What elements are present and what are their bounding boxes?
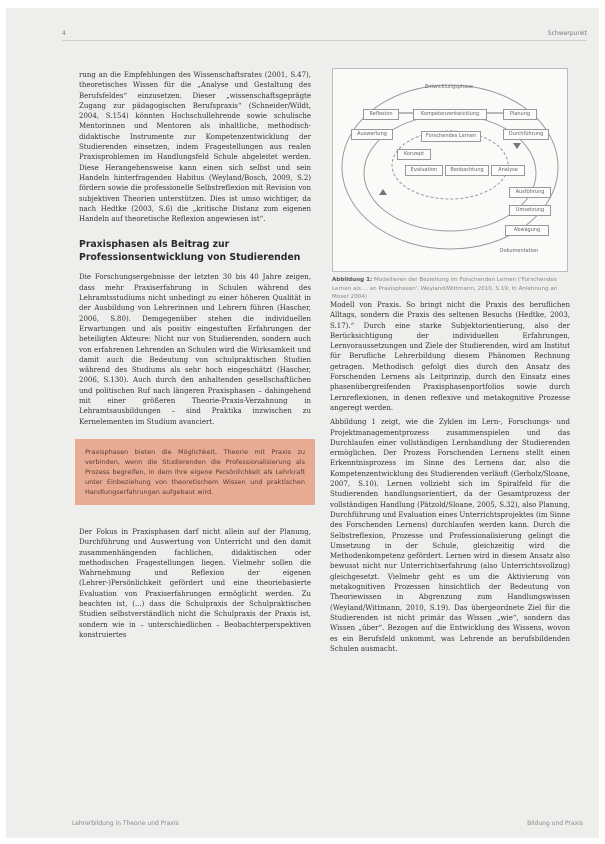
figure-label-bottom: Dokumentation [499,248,539,254]
header-rule [62,40,587,41]
right-paragraph-1: Modell von Praxis. So bringt nicht die Praxis des beruflichen Alltags, sondern die Praxis des seltenen Besuchs (Hedtke, 2003, S.17).“ Durch eine starke Subjektorientierung, also der Berücksichtigung der individuellen Erfahrungen, Lernvoraussetzungen und Ziele der Studierenden, wird am Institut für Berufliche Lehrerbildung diesem Phänomen Rechnung getragen. Methodisch gefolgt dies durch den Ansatz des Forschenden Lernens als Leitprinzip, durch den Einsatz eines phasenübergreifenden Praxisphasenportfolios sowie durch Lernreflexionen, in denen reflexive und metakognitive Prozesse angeregt werden. [330,301,570,412]
cycle-diagram [332,68,568,272]
figure-box-abwaegung: Abwägung [505,225,549,236]
figure-box-durchfuehrung: Durchführung [503,129,549,140]
figure-box-reflexion: Reflexion [363,109,399,120]
intro-paragraph: rung an die Empfehlungen des Wissenschaftsrates (2001, S.47), theoretisches Wissen für die „Analyse und Gestaltung des Berufsfeldes“ einzusetzen. Dieser „wissenschaftsgeprägte Zugang zur pädagogischen Berufspraxis“ (Schneider/Wildt, 2004, S.154) könnten Hochschullehrende sowie schulische Mentorinnen und Mentoren als inhaltliche, methodisch-didaktische Instrumente zur Kompetenzentwicklung der Studierenden einsetzen, indem Fragestellungen aus realen Praxisproblemen im Handlungsfeld Schule abgeleitet werden. Diese Herangehensweise kann einen sich selbst und sein Handeln hinterfragenden Habitus (Weyland/Bosch, 2009, S.2) fördern sowie die professionelle Selbstreflexion mit Revision von subjektiven Theorien unterstützen. Dies ist umso wichtiger, da nach Hedtke (2003, S.6) die „kritische Distanz zum eigenen Handeln auf theoretische Reflexion angewiesen ist“. [79,71,311,224]
figure-label-cycle: Kompetenzentwicklung [413,109,487,120]
right-column [330,300,570,658]
section-paragraph: Die Forschungsergebnisse der letzten 30 bis 40 Jahre zeigen, dass mehr Praxiserfahrung in Schulen während des Lehramtsstudiums nicht unbedingt zu einer höheren Qualität in der Ausbildung von Lehrerinnen und Lehrern führen (Hascher, 2006, S.80). Demgegenüber stehen die individuellen Erwartungen und als positiv eingestuften Erfahrungen der beteiligten Akteure: Nicht nur von Studierenden, sondern auch von erfahrenen Lehrenden an Schulen wird die Wirksamkeit und damit auch die Bedeutung von schulpraktischen Studien während des Studiums als sehr hoch eingeschätzt (Hascher, 2006, S.130). Auch durch den anhaltenden gesellschaftlichen und politischen Ruf nach längeren Praxisphasen – dahingehend mit einer größeren Theorie-Praxis-Verzahnung in Lehramtsausbildungen – sind Praktika inzwischen zu Kernelementen im Studium avanciert. [79,273,311,426]
figure-box-planung: Planung [503,109,537,120]
figure-box-umsetzung: Umsetzung [509,205,551,216]
footer-right: Bildung und Praxis [527,820,583,827]
figure-box-ausfuehrung: Ausführung [509,187,551,198]
figure-caption [332,276,570,302]
footer-left: Lehrerbildung in Theorie und Praxis [72,820,179,827]
document-page [6,8,599,838]
left-column [79,70,311,644]
caption-text: Modellieren der Beziehung im Forschenden Lernen ('Forschendes Lernen als ... an Praxisphasen', Weyland/Wittmann, 2010, S.19; In Anlehnung an Moser 2004) [332,277,558,301]
figure-box-beobachtung: Beobachtung [445,165,489,176]
right-paragraph-2: Abbildung 1 zeigt, wie die Zyklen im Lern-, Forschungs- und Projektmanagementprozess zusammenspielen und das Durchlaufen einer vollständigen Lernhandlung der Studierenden ermöglichen. Der Prozess Forschenden Lernens stellt einen Erkenntnisprozess im Sinne des Lernens dar, also die Kompetenzentwicklung des Studierenden verläuft (Gerholz/Sloane, 2007, S.10). Lernen vollzieht sich im Spiralfeld für die Studierenden handlungsorientiert, da der Gesamtprozess der vollständigen Handlung (Pätzold/Sloane, 2005, S.32), also Planung, Durchführung und Evaluation eines Unterrichtsprojektes (im Sinne des Forschenden Lernens) durchlaufen werden kann. Durch die Selbstreflexion, Prozesse und Professionalisierung gelingt die Umsetzung in der Schule, gleichzeitig wird die Methodenkompetenz gefördert. Lernen wird in diesem Ansatz also bewusst nicht nur Unterrichtserfahrung (also Unterrichtsvollzug) gleichgesetzt. Vielmehr geht es um die Aktivierung von metakognitiven Prozessen hinsichtlich der Bedeutung von Theoriewissen in Abgrenzung zum Handlungswissen (Weyland/Wittmann, 2010, S.19). Das übergeordnete Ziel für die Studierenden ist nicht primär das Wissen „wie“, sondern das Wissen „über“. Bezogen auf die Entwicklung des Wissens, wovon es ein Berufsfeld unkommt, was Lehrende an berufsbildenden Schulen ausmacht. [330,418,570,653]
figure-box-analyse: Analyse [491,165,525,176]
figure-box-auswertung: Auswertung [351,129,393,140]
figure-box-forschendes-lernen: Forschendes Lernen [421,131,481,142]
figure-box-konzept: Konzept [397,149,431,160]
section-heading: Praxisphasen als Beitrag zur Professionsentwicklung von Studierenden [79,239,301,264]
closing-paragraph: Der Fokus in Praxisphasen darf nicht allein auf der Planung, Durchführung und Auswertung von Unterricht und den damit zusammenhängenden fachlichen, didaktischen oder methodischen Fragestellungen liegen. Vielmehr sollen die Wahrnehmung und Reflexion der eigenen (Lehrer-)Persönlichkeit gefördert und eine theoriebasierte Evaluation von Praxiserfahrungen ermöglicht werden. Zu beachten ist, (...) dass die Schulpraxis der Schulpraktischen Studien selbstverständlich nicht die Schulpraxis der Praxis ist, sondern wie in – unterschiedlichen – Beobachterperspektiven konstruiertes [79,527,311,639]
page-number: 4 [62,30,66,37]
arrowhead [379,189,387,195]
figure-label-top: Entwicklungsphase [424,84,473,90]
figure-box-evaluation: Evaluation [405,165,443,176]
callout-box: Praxisphasen bieten die Möglichkeit, Theorie mit Praxis zu verbinden, wenn die Studierenden die Professionalisierung als Prozess begreifen, in dem ihre eigene Persönlichkeit als Lehrkraft unter Einbeziehung von theoretischem Wissen und praktischen Handlungserfahrungen aufgebaut wird. [75,439,315,505]
caption-label: Abbildung 1: [332,277,373,283]
journal-label: Schwerpunkt [547,30,587,37]
arrowhead [513,143,521,149]
